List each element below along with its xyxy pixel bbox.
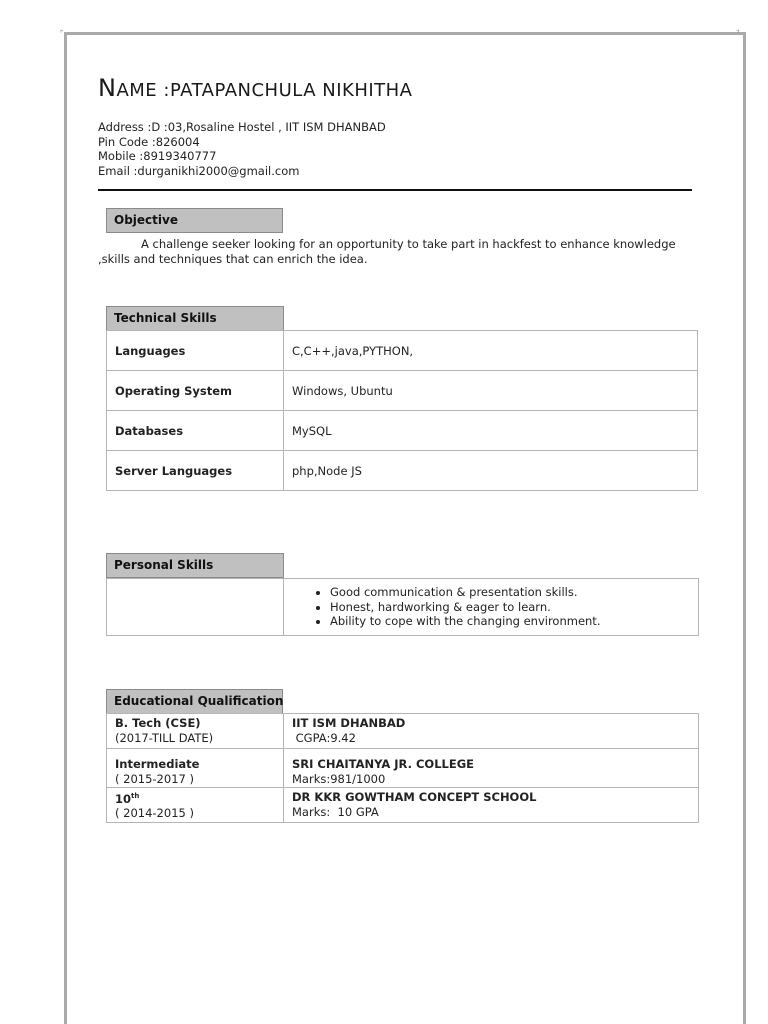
- header-divider: [98, 189, 692, 191]
- skill-value-databases: MySQL: [284, 411, 698, 451]
- page-border-left: [64, 32, 67, 1024]
- education-section-label: Educational Qualification: [106, 689, 283, 714]
- degree-name: B. Tech (CSE): [115, 716, 201, 730]
- objective-section-label: Objective: [106, 208, 283, 233]
- degree-superscript: th: [131, 791, 140, 800]
- education-institution-cell: [284, 714, 699, 749]
- skill-value-languages: C,C++,java,PYTHON,: [284, 331, 698, 371]
- skill-value-operating-system: Windows, Ubuntu: [284, 371, 698, 411]
- table-row: [107, 371, 698, 411]
- table-row: [107, 451, 698, 491]
- table-row: [107, 749, 699, 788]
- email-line: Email :durganikhi2000@gmail.com: [98, 163, 300, 178]
- skill-key-server-languages: Server Languages: [107, 451, 284, 491]
- mobile-line: Mobile :8919340777: [98, 149, 217, 163]
- skill-value-server-languages: php,Node JS: [284, 451, 698, 491]
- education-table: [106, 713, 699, 823]
- personal-skills-list-cell: [284, 579, 699, 636]
- name-prefix-rest: AME :: [116, 80, 170, 101]
- list-item: • Good communication & presentation skills.: [330, 585, 690, 600]
- skill-key-operating-system: Operating System: [107, 371, 284, 411]
- education-score: CGPA:9.42: [292, 731, 356, 745]
- personal-skills-list: [292, 585, 690, 629]
- personal-skills-section-label: Personal Skills: [106, 553, 284, 578]
- corner-crop-mark-icon: ⌝: [736, 29, 740, 38]
- institution-name: SRI CHAITANYA JR. COLLEGE: [292, 757, 475, 771]
- address-line: Address :D :03,Rosaline Hostel , IIT ISM DHANBAD: [98, 120, 386, 134]
- name-prefix-initial: N: [98, 74, 117, 102]
- technical-skills-table: [106, 330, 698, 491]
- degree-name: [115, 789, 275, 807]
- degree-number: 10: [115, 791, 132, 806]
- education-degree-cell: [107, 788, 284, 823]
- list-item: • Honest, hardworking & eager to learn.: [330, 600, 690, 615]
- education-degree-cell: [107, 714, 284, 749]
- corner-crop-mark-icon: ⌜: [60, 29, 64, 38]
- institution-name: DR KKR GOWTHAM CONCEPT SCHOOL: [292, 790, 537, 804]
- table-row: [107, 714, 699, 749]
- degree-years: ( 2014-2015 ): [115, 806, 194, 821]
- degree-years: ( 2015-2017 ): [115, 772, 194, 786]
- name-value: PATAPANCHULA NIKHITHA: [169, 80, 413, 101]
- table-row: [107, 579, 699, 636]
- personal-skills-empty-cell: [107, 579, 284, 636]
- education-score: Marks:981/1000: [292, 772, 386, 786]
- education-degree-cell: [107, 749, 284, 788]
- list-item: • Ability to cope with the changing environment.: [330, 614, 690, 629]
- objective-text: A challenge seeker looking for an opportunity to take part in hackfest to enhance knowledge ,skills and techniques that can enrich the idea.: [98, 237, 676, 266]
- institution-name: IIT ISM DHANBAD: [292, 716, 406, 730]
- education-institution-cell: [284, 749, 699, 788]
- table-row: [107, 411, 698, 451]
- page-border-right: [743, 32, 746, 1024]
- skill-key-languages: Languages: [107, 331, 284, 371]
- pin-code-line: Pin Code :826004: [98, 134, 200, 149]
- page-border-top: [64, 32, 746, 35]
- contact-block: [98, 120, 386, 178]
- resume-name-heading: [98, 74, 413, 102]
- technical-skills-section-label: Technical Skills: [106, 306, 284, 331]
- degree-years: (2017-TILL DATE): [115, 731, 214, 745]
- personal-skills-table: [106, 578, 699, 636]
- table-row: [107, 788, 699, 823]
- education-institution-cell: [284, 788, 699, 823]
- degree-name: Intermediate: [115, 757, 200, 771]
- education-score: Marks: 10 GPA: [292, 805, 379, 819]
- table-row: [107, 331, 698, 371]
- skill-key-databases: Databases: [107, 411, 284, 451]
